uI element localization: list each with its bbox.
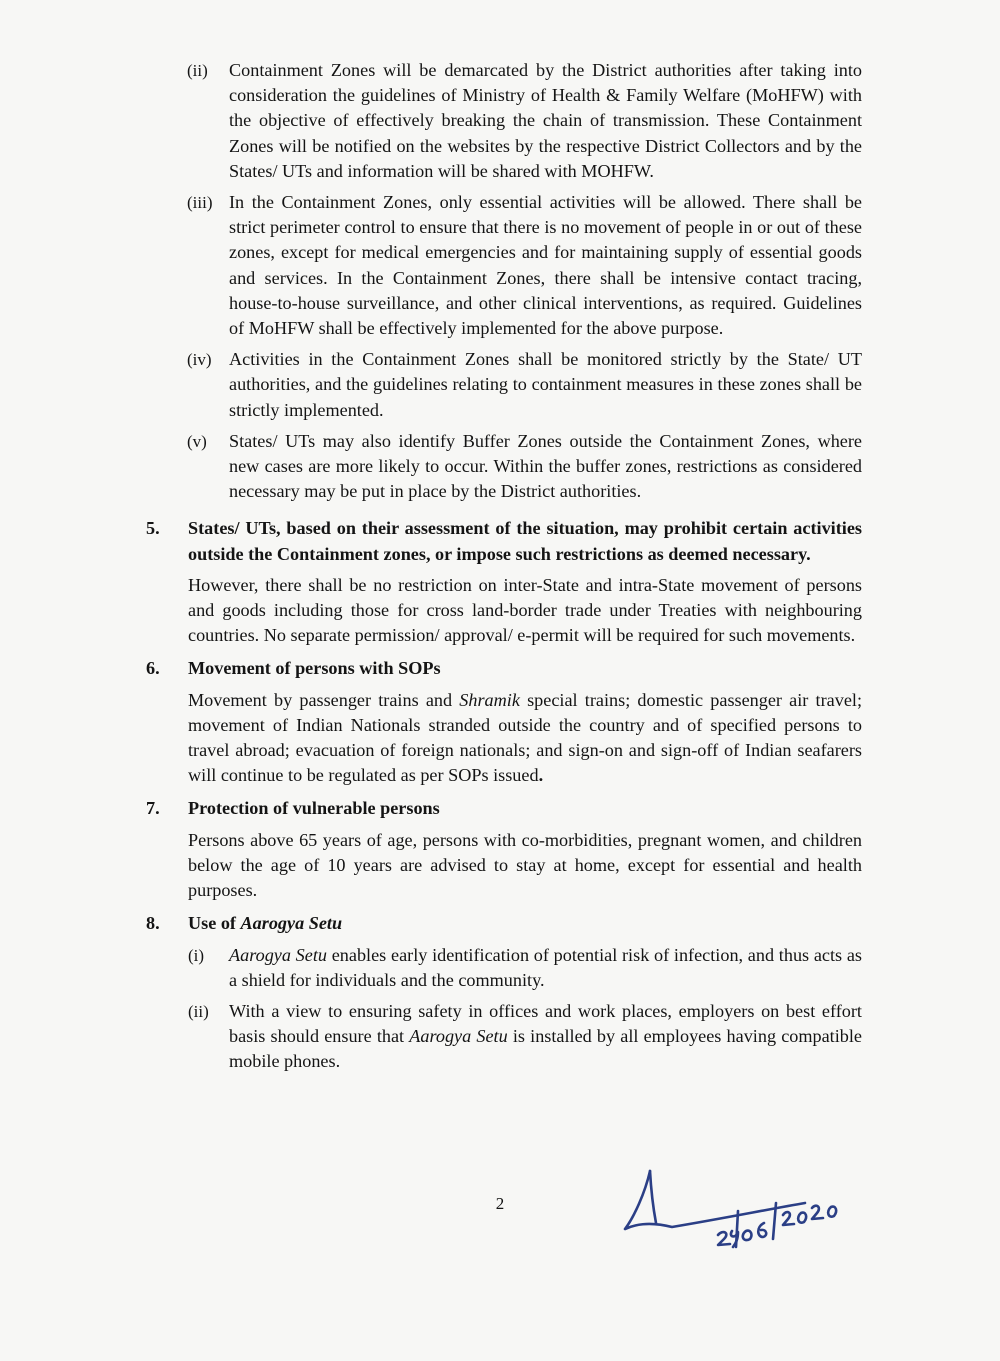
section-heading: Protection of vulnerable persons (188, 798, 440, 819)
date-stroke (718, 1232, 730, 1245)
date-stroke (758, 1223, 766, 1237)
date-stroke (743, 1231, 752, 1240)
list-item-4-iii (146, 190, 862, 341)
list-item-4-iv (146, 347, 862, 423)
section-body (188, 688, 862, 789)
section-body: However, there shall be no restriction on inter-State and intra-State movement of persons and goods including those for cross land-border trade under Treaties with neighbouring countries. No separate permission/ approval/ e-permit will be required for such movements. (188, 574, 862, 646)
body-text: enables early identification of potential risk of infection, and thus acts as a shield for individuals and the community. (229, 944, 862, 990)
heading-emphasis: Aarogya Setu (240, 913, 343, 934)
document-body (146, 58, 862, 1081)
handwritten-signature (620, 1165, 860, 1265)
section-5 (146, 516, 862, 648)
item-text: Activities in the Containment Zones shall be monitored strictly by the State/ UT authorities, and the guidelines relating to containment measures in these zones shall be strictly implemented. (229, 349, 862, 420)
item-text: States/ UTs may also identify Buffer Zones outside the Containment Zones, where new cases are more likely to occur. Within the buffer zones, restrictions as considered necessary may be put in place by the District authorities. (229, 430, 862, 502)
item-number: (i) (188, 945, 205, 965)
item-text: In the Containment Zones, only essential activities will be allowed. There shall be strict perimeter control to ensure that there is no movement of people in or out of these zones, except for medical emergencies and for maintaining supply of essential goods and services. In the Containment Zones, there shall be intensive contact tracing, house-to-house surveillance, and other clinical interventions, as required. Guidelines of MoHFW shall be effectively implemented for the above purpose. (229, 192, 862, 339)
section-number: 8. (146, 913, 160, 934)
item-number: (ii) (188, 1001, 209, 1021)
item-number: (v) (187, 431, 207, 451)
item-number: (ii) (187, 61, 208, 80)
section-heading: States/ UTs, based on their assessment of the situation, may prohibit certain activities outside the Containment zones, or impose such restrictions as deemed necessary. (188, 518, 862, 564)
list-item-4-v (146, 429, 862, 505)
body-text: Movement by passenger trains and (188, 689, 460, 710)
body-text: With a view to ensuring safety in offices and work places, employers on best effort basis should ensure that (229, 1000, 862, 1047)
item-text (229, 943, 862, 993)
section-number: 7. (146, 798, 160, 819)
date-stroke (798, 1213, 806, 1223)
signature-stroke (650, 1171, 656, 1223)
body-text: is installed by all employees having compatible mobile phones. (229, 1026, 863, 1072)
section-number: 6. (146, 658, 160, 679)
body-text: special trains; domestic passenger air travel; movement of Indian Nationals stranded outside the country and of specified persons to travel abroad; evacuation of foreign nationals; and sign-on and sign-off of Indian seafarers will continue to be regulated as per SOPs issued (188, 689, 862, 786)
section-number: 5. (146, 518, 160, 539)
emphasis-text: Aarogya Setu (229, 944, 327, 965)
section-8 (146, 911, 862, 1074)
emphasis-text: Aarogya Setu (409, 1026, 508, 1047)
list-item-4-ii (146, 58, 862, 184)
item-text (229, 999, 862, 1075)
page-number: 2 (495, 1194, 505, 1213)
date-stroke (783, 1212, 794, 1225)
section-6 (146, 656, 862, 788)
emphasis-text: Shramik (459, 689, 520, 710)
item-text: Containment Zones will be demarcated by the District authorities after taking into consideration the guidelines of Ministry of Health & Family Welfare (MoHFW) with the objective of effectively breaking the chain of transmission. These Containment Zones will be notified on the websites by the respective District Collectors and by the States/ UTs and information will be shared with MOHFW. (229, 60, 862, 181)
section-heading: Movement of persons with SOPs (188, 658, 441, 679)
heading-text: Use of (188, 913, 241, 934)
date-stroke (828, 1207, 836, 1217)
section-7 (146, 796, 862, 903)
body-text-end: . (538, 765, 544, 786)
list-item-8-ii (188, 999, 862, 1075)
date-stroke (812, 1206, 823, 1219)
list-item-8-i (188, 943, 862, 993)
section-heading (188, 911, 862, 936)
item-number: (iii) (187, 193, 213, 213)
section-body: Persons above 65 years of age, persons with co-morbidities, pregnant women, and children below the age of 10 years are advised to stay at home, except for essential and health purposes. (188, 829, 862, 901)
item-number: (iv) (187, 350, 212, 370)
